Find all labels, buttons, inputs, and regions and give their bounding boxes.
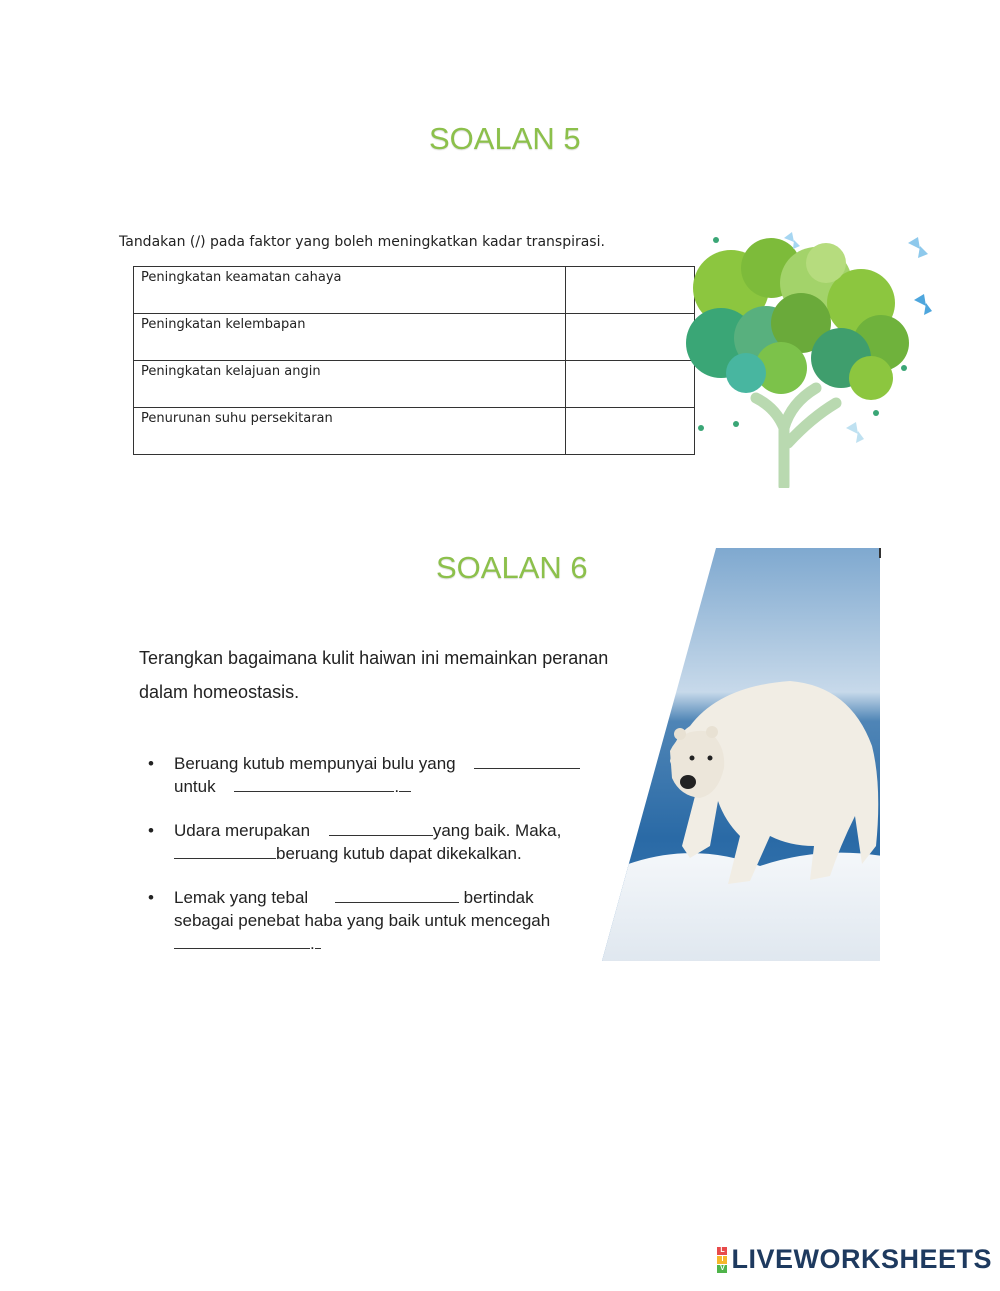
table-row [134,314,695,361]
factor-label: Peningkatan kelajuan angin [134,361,566,408]
factors-table [133,266,695,455]
answer-blank[interactable] [174,932,310,949]
answer-blank[interactable] [234,775,394,792]
tree-illustration [676,228,936,488]
q6-prompt: Terangkan bagaimana kulit haiwan ini memainkan peranan dalam homeostasis. [139,648,609,702]
logo-badge: L I V [717,1247,727,1273]
list-item: • Lemak yang tebal bertindak sebagai penebat haba yang baik untuk mencegah . [148,888,551,953]
answer-blank[interactable] [335,886,459,903]
list-item: • Beruang kutub mempunyai bulu yang untuk . [146,752,606,798]
factor-label: Peningkatan keamatan cahaya [134,267,566,314]
q6-title: SOALAN 6 [436,550,588,585]
factor-label: Peningkatan kelembapan [134,314,566,361]
q5-title: SOALAN 5 [429,121,581,156]
answer-blank[interactable] [174,842,276,859]
factor-label: Penurunan suhu persekitaran [134,408,566,455]
answer-list [146,752,606,976]
logo-text: LIVEWORKSHEETS [731,1244,992,1274]
q5-instruction: Tandakan (/) pada faktor yang boleh meningkatkan kadar transpirasi. [119,234,605,250]
answer-blank[interactable] [474,752,580,769]
table-row [134,267,695,314]
liveworksheets-logo [717,1244,992,1275]
list-item: • Udara merupakan yang baik. Maka, beruang kutub dapat dikekalkan. [148,821,562,863]
polar-bear-photo [600,546,882,963]
answer-blank[interactable] [329,819,433,836]
table-row [134,361,695,408]
table-row [134,408,695,455]
